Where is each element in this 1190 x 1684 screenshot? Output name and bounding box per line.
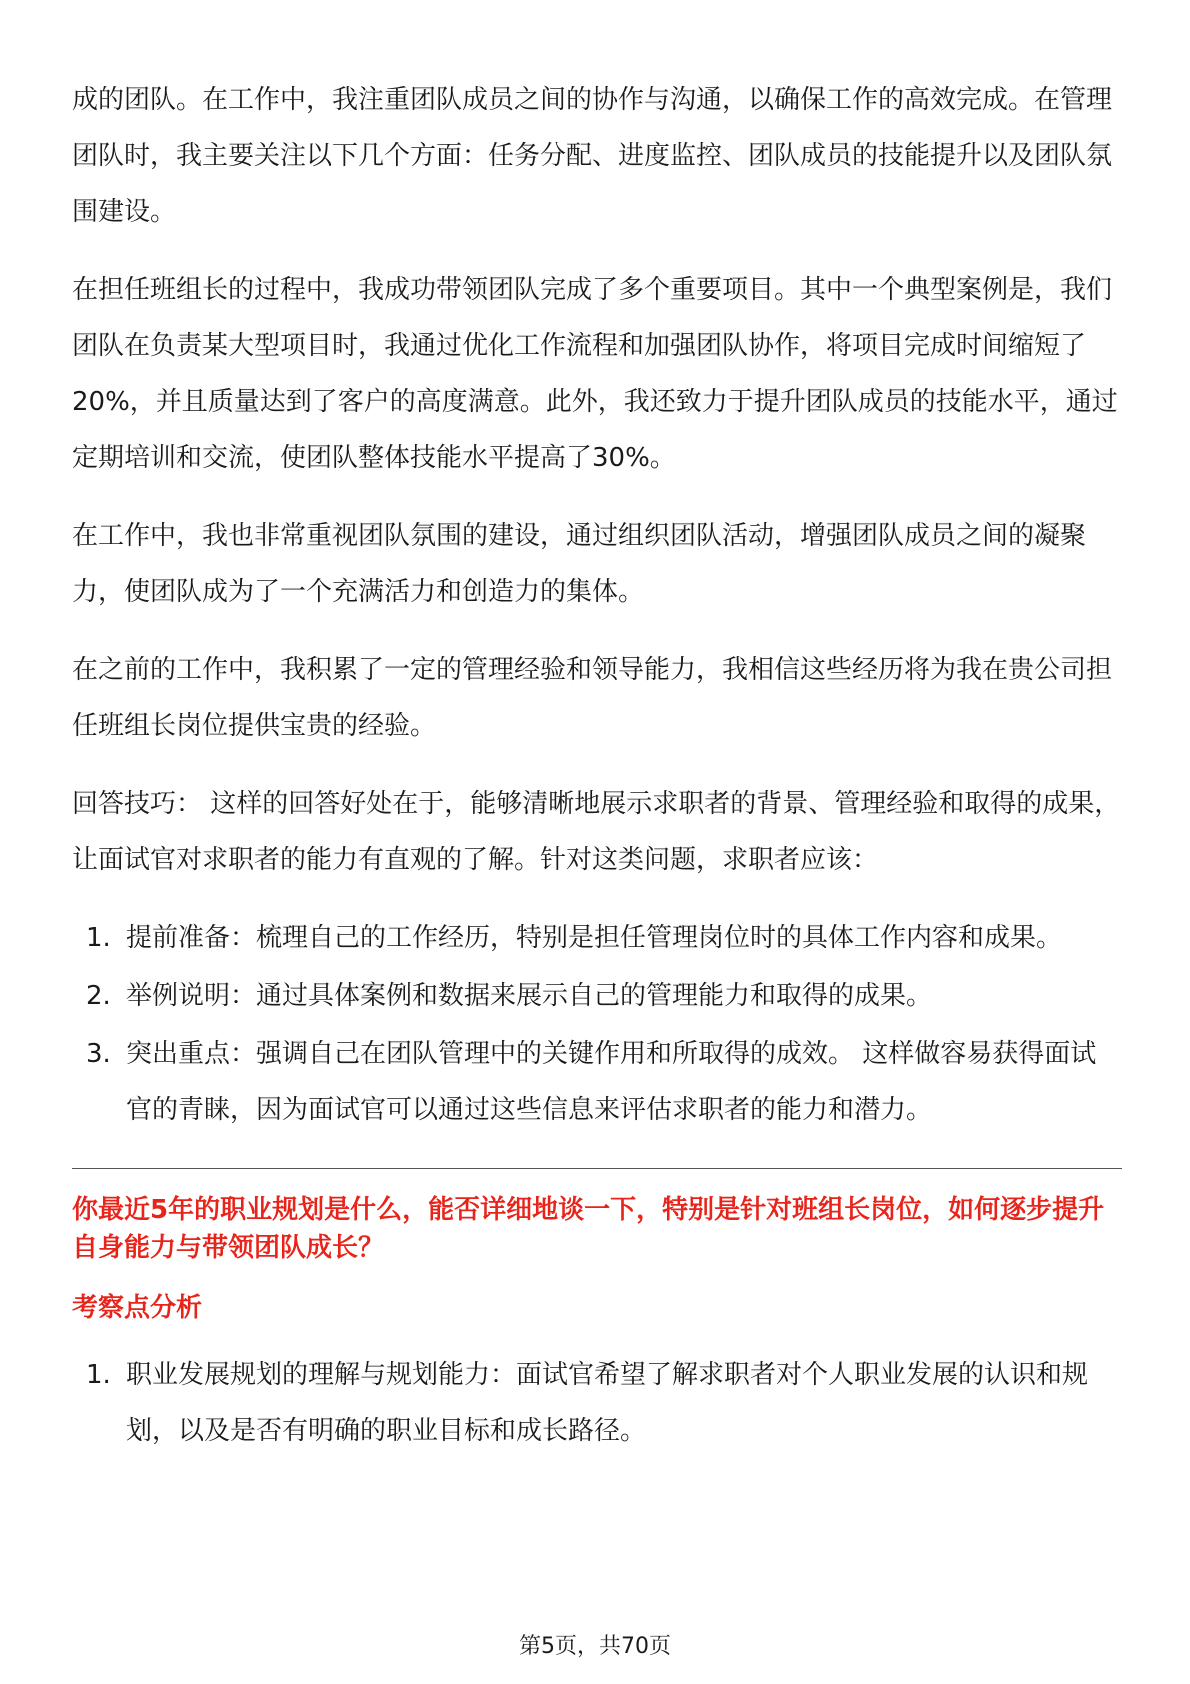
document-body — [72, 72, 1122, 1481]
analysis-list — [72, 1347, 1122, 1459]
list-item-text: 突出重点：强调自己在团队管理中的关键作用和所取得的成效。 这样做容易获得面试官的青睐，因为面试官可以通过这些信息来评估求职者的能力和潜力。 — [126, 1039, 1097, 1125]
paragraph: 成的团队。在工作中，我注重团队成员之间的协作与沟通，以确保工作的高效完成。在管理团队时，我主要关注以下几个方面：任务分配、进度监控、团队成员的技能提升以及团队氛围建设。 — [72, 85, 1113, 227]
list-item-text: 举例说明：通过具体案例和数据来展示自己的管理能力和取得的成果。 — [126, 981, 933, 1011]
section-divider — [72, 1168, 1122, 1169]
paragraph: 在担任班组长的过程中，我成功带领团队完成了多个重要项目。其中一个典型案例是，我们团队在负责某大型项目时，我通过优化工作流程和加强团队协作，将项目完成时间缩短了20%，并且质量达到了客户的高度满意。此外，我还致力于提升团队成员的技能水平，通过定期培训和交流，使团队整体技能水平提高了30%。 — [72, 275, 1118, 473]
tips-list — [72, 910, 1122, 1138]
analysis-heading: 考察点分析 — [72, 1293, 203, 1323]
list-item — [72, 910, 1122, 966]
list-item-text: 提前准备：梳理自己的工作经历，特别是担任管理岗位时的具体工作内容和成果。 — [126, 923, 1063, 953]
list-item — [72, 1347, 1122, 1459]
page-footer: 第5页，共70页 — [519, 1634, 671, 1659]
answer-tips-paragraph: 回答技巧： 这样的回答好处在于，能够清晰地展示求职者的背景、管理经验和取得的成果，让面试官对求职者的能力有直观的了解。针对这类问题，求职者应该： — [72, 789, 1121, 875]
list-number: 1. — [86, 1360, 111, 1390]
list-item — [72, 968, 1122, 1024]
paragraph: 在工作中，我也非常重视团队氛围的建设，通过组织团队活动，增强团队成员之间的凝聚力，使团队成为了一个充满活力和创造力的集体。 — [72, 521, 1087, 607]
interview-question: 你最近5年的职业规划是什么，能否详细地谈一下，特别是针对班组长岗位，如何逐步提升自身能力与带领团队成长？ — [72, 1195, 1105, 1263]
paragraph: 在之前的工作中，我积累了一定的管理经验和领导能力，我相信这些经历将为我在贵公司担任班组长岗位提供宝贵的经验。 — [72, 655, 1113, 741]
list-item-text: 职业发展规划的理解与规划能力：面试官希望了解求职者对个人职业发展的认识和规划，以及是否有明确的职业目标和成长路径。 — [126, 1360, 1089, 1446]
list-number: 1. — [86, 923, 111, 953]
list-number: 3. — [86, 1039, 111, 1069]
list-item — [72, 1026, 1122, 1138]
list-number: 2. — [86, 981, 111, 1011]
